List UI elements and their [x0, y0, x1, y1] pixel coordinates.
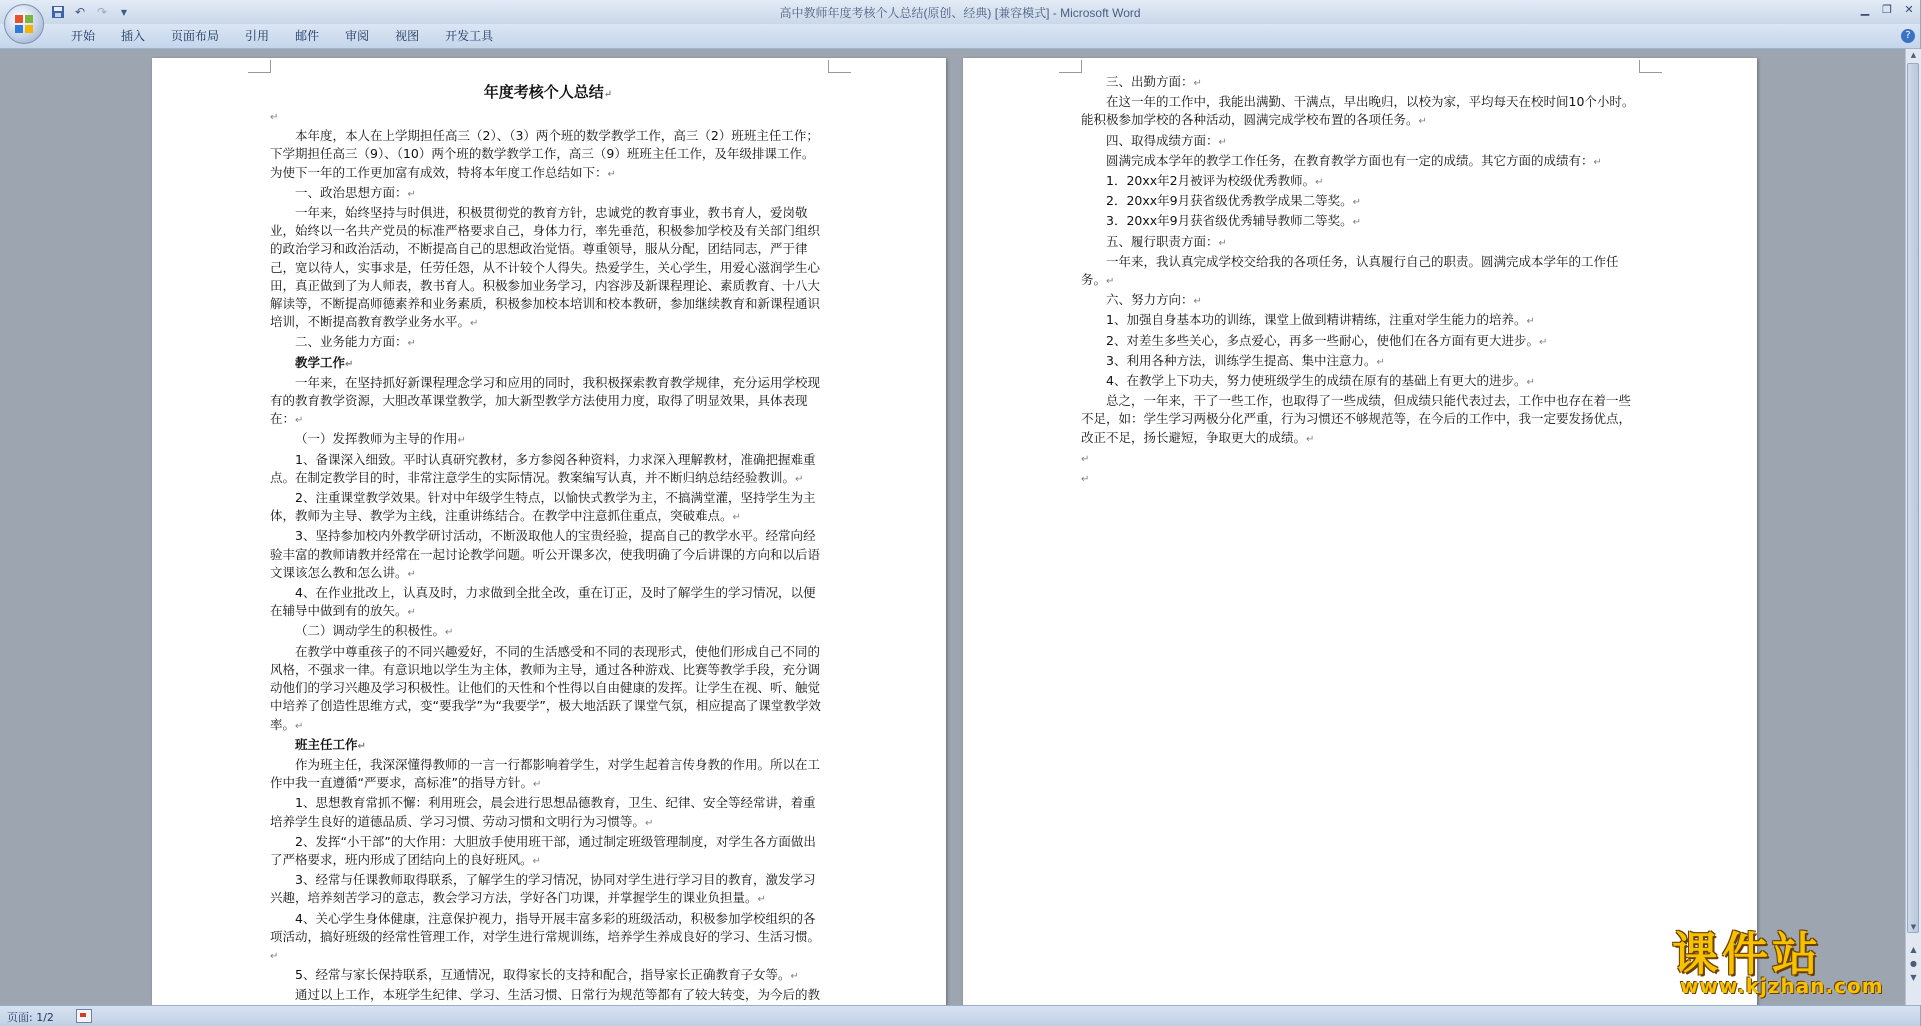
- paragraph-mark-icon: ↵: [407, 607, 416, 619]
- document-page-2[interactable]: [963, 58, 1757, 1018]
- ribbon-tab[interactable]: 邮件: [295, 29, 320, 43]
- paragraph-mark-icon: ↵: [470, 318, 479, 330]
- paragraph[interactable]: [270, 184, 826, 204]
- paragraph[interactable]: [270, 584, 826, 622]
- paragraph-mark-icon: ↵: [1352, 217, 1361, 229]
- paragraph[interactable]: [1081, 233, 1637, 253]
- paragraph-mark-icon: ↵: [1352, 197, 1361, 209]
- ribbon-tab[interactable]: 审阅: [345, 29, 370, 43]
- paragraph[interactable]: [270, 756, 826, 794]
- paragraph[interactable]: [1081, 132, 1637, 152]
- paragraph-mark-icon: ↵: [407, 338, 416, 350]
- undo-icon[interactable]: ↶: [74, 5, 86, 19]
- paragraph-mark-icon: ↵: [1376, 356, 1385, 368]
- title-bar: [0, 0, 1920, 24]
- ribbon-tab[interactable]: 引用: [245, 29, 270, 43]
- paragraph[interactable]: [270, 489, 826, 527]
- chevron-down-icon[interactable]: ▼: [120, 7, 128, 17]
- ribbon-tab[interactable]: 视图: [395, 29, 420, 43]
- paragraph-text: 2、注重课堂教学效果。针对中年级学生特点，以愉快式教学为主，不搞满堂灌，坚持学生为主体，教师为主导、教学为主线，注重讲练结合。在教学中注意抓住重点，突破难点。: [270, 490, 816, 524]
- paragraph-text: 4、关心学生身体健康，注意保护视力，指导开展丰富多彩的班级活动，积极参加学校组织的各项活动，搞好班级的经常性管理工作，对学生进行常规训练，培养学生养成良好的学习、生活习惯。: [270, 910, 821, 944]
- paragraph[interactable]: [270, 527, 826, 584]
- office-button[interactable]: [4, 4, 44, 44]
- next-page-icon[interactable]: ▼: [1910, 973, 1917, 982]
- document-area: [0, 49, 1905, 1005]
- paragraph-mark-icon: ↵: [1081, 453, 1090, 465]
- paragraph-mark-icon: ↵: [645, 817, 654, 829]
- paragraph-mark-icon: ↵: [790, 971, 799, 983]
- paragraph-text: 2、发挥“小干部”的大作用：大胆放手使用班干部，通过制定班级管理制度，对学生各方面做出了严格要求，班内形成了团结向上的良好班风。: [270, 833, 816, 867]
- paragraph-mark-icon: ↵: [1193, 78, 1202, 89]
- paragraph[interactable]: [270, 643, 826, 736]
- paragraph-mark-icon: ↵: [457, 435, 466, 447]
- paragraph-text: 5、经常与家长保持联系，互通情况，取得家长的支持和配合，指导家长正确教育子女等。: [295, 967, 791, 983]
- ribbon-tab[interactable]: 开发工具: [445, 29, 494, 43]
- paragraph-text: 一年来，我认真完成学校交给我的各项任务，认真履行自己的职责。圆满完成本学年的工作任务。: [1081, 253, 1619, 288]
- paragraph-mark-icon: ↵: [1306, 433, 1315, 445]
- paragraph-text: （一）发挥教师为主导的作用: [295, 431, 458, 447]
- paragraph-mark-icon: ↵: [757, 894, 766, 906]
- paragraph-text: 圆满完成本学年的教学工作任务，在教育教学方面也有一定的成绩。其它方面的成绩有：: [1106, 152, 1594, 168]
- paragraph-text: 1．20xx年2月被评为校级优秀教师。: [1106, 173, 1316, 189]
- paragraph[interactable]: [270, 430, 826, 450]
- paragraph-mark-icon: ↵: [1315, 177, 1324, 189]
- paragraph-text: 一、政治思想方面：: [295, 184, 408, 200]
- document-title[interactable]: [270, 80, 826, 107]
- paragraph-text: 通过以上工作，本班学生纪律、学习、生活习惯、日常行为规范等都有了较大转变，为今后的教: [295, 987, 821, 1003]
- paragraph-text: 作为班主任，我深深懂得教师的一言一行都影响着学生，对学生起着言传身教的作用。所以在工作中我一直遵循“严要求，高标准”的指导方针。: [270, 756, 821, 791]
- paragraph-text: 2．20xx年9月获省级优秀教学成果二等奖。: [1106, 193, 1353, 209]
- paragraph[interactable]: [270, 622, 826, 642]
- paragraph-text: 六、努力方向：: [1106, 292, 1194, 308]
- paragraph-mark-icon: ↵: [345, 358, 354, 370]
- page-2-body[interactable]: [1081, 73, 1637, 489]
- paragraph-mark-icon: ↵: [732, 512, 741, 524]
- paragraph-mark-icon: ↵: [532, 855, 541, 867]
- paragraph-mark-icon: ↵: [445, 627, 454, 639]
- paragraph[interactable]: [1081, 212, 1637, 232]
- paragraph[interactable]: [270, 833, 826, 871]
- paragraph[interactable]: [1081, 311, 1637, 331]
- window-title: 高中教师年度考核个人总结(原创、经典) [兼容模式] - Microsoft Word: [779, 6, 1141, 20]
- ribbon-tabs: [58, 28, 506, 44]
- paragraph-mark-icon: ↵: [1538, 336, 1548, 348]
- paragraph-text: 一年来，始终坚持与时俱进，积极贯彻党的教育方针，忠诚党的教育事业，教书育人，爱岗敬业，始终以一名共产党员的标准严格要求自己，身体力行，率先垂范，积极参加学校及有关部门组织的政治学习和政治活动，不断提高自己的思想政治觉悟。尊重领导，服从分配，团结同志，严于律己，宽以待人，实事求是，任劳任怨，从不计较个人得失。热爱学生，关心学生，用爱心滋润学生心田，真正做到了为人师表，教书育人。积极参加业务学习，内容涉及新课程理论、素质教育、十八大解读等，不断提高师德素养和业务素质，积极参加校本培训和校本教研，参加继续教育和新课程通识培训，不断提高教育教学业务水平。: [270, 205, 821, 330]
- vertical-scrollbar[interactable]: [1905, 49, 1921, 1005]
- paragraph[interactable]: [270, 374, 826, 431]
- page-1-body[interactable]: [270, 80, 826, 1025]
- office-logo-icon: [14, 14, 34, 34]
- page-count[interactable]: 页面: 1/2: [7, 1011, 54, 1024]
- status-bar: [0, 1005, 1920, 1026]
- paragraph[interactable]: [1081, 172, 1637, 192]
- crop-mark: [828, 60, 851, 73]
- paragraph-text: 4、在教学上下功夫，努力使班级学生的成绩在原有的基础上有更大的进步。: [1106, 373, 1527, 389]
- paragraph[interactable]: [270, 107, 826, 127]
- paragraph[interactable]: [270, 354, 826, 374]
- paragraph-mark-icon: ↵: [1193, 296, 1202, 308]
- paragraph-mark-icon: ↵: [1218, 136, 1227, 148]
- paragraph-text: 1、加强自身基本功的训练，课堂上做到精讲精练，注重对学生能力的培养。: [1106, 312, 1527, 328]
- ribbon-tab-bar: [0, 24, 1920, 49]
- paragraph[interactable]: [270, 204, 826, 333]
- paragraph[interactable]: [270, 451, 826, 489]
- paragraph-mark-icon: ↵: [607, 168, 616, 180]
- paragraph-text: 班主任工作: [295, 736, 358, 752]
- redo-icon[interactable]: ↷: [96, 5, 108, 19]
- minimize-button[interactable]: ▁: [1860, 2, 1870, 16]
- watermark-title: 课件站: [1672, 927, 1822, 981]
- paragraph[interactable]: [270, 736, 826, 756]
- paragraph[interactable]: [1081, 192, 1637, 212]
- paragraph-mark-icon: ↵: [1526, 377, 1535, 389]
- paragraph-mark-icon: ↵: [1526, 316, 1535, 328]
- crop-mark: [248, 60, 271, 73]
- watermark: [1670, 920, 1910, 1000]
- scroll-down-icon[interactable]: ▼: [1910, 923, 1917, 931]
- paragraph-text: 3、利用各种方法，训练学生提高、集中注意力。: [1106, 352, 1377, 368]
- paragraph-mark-icon: ↵: [270, 112, 279, 123]
- paragraph[interactable]: [270, 333, 826, 353]
- paragraph-text: 教学工作: [295, 354, 346, 370]
- paragraph-mark-icon: ↵: [407, 568, 416, 580]
- paragraph-text: 五、履行职责方面：: [1106, 233, 1219, 249]
- paragraph-text: 二、业务能力方面：: [295, 334, 408, 350]
- ribbon-tab[interactable]: 开始: [71, 29, 96, 43]
- paragraph[interactable]: [1081, 93, 1637, 131]
- ribbon-tab[interactable]: 页面布局: [171, 29, 220, 43]
- paragraph[interactable]: [270, 966, 826, 986]
- paragraph-text: 3、经常与任课教师取得联系，了解学生的学习情况，协同对学生进行学习目的教育，激发学习兴趣，培养刻苦学习的意志，教会学习方法，学好各门功课，并掌握学生的课业负担量。: [270, 872, 816, 906]
- window-controls: [1854, 0, 1920, 20]
- ribbon-tab[interactable]: 插入: [121, 29, 146, 43]
- paragraph-text: 1、思想教育常抓不懈：利用班会，晨会进行思想品德教育，卫生、纪律、安全等经常讲，着重培养学生良好的道德品质、学习习惯、劳动习惯和文明行为习惯等。: [270, 795, 816, 829]
- paragraph[interactable]: [270, 127, 826, 184]
- paragraph-text: 三、出勤方面：: [1106, 74, 1194, 89]
- paragraph-text: 3．20xx年9月获省级优秀辅导教师二等奖。: [1106, 213, 1353, 229]
- paragraph[interactable]: [270, 794, 826, 832]
- paragraph[interactable]: [1081, 352, 1637, 372]
- paragraph-mark-icon: ↵: [357, 740, 366, 752]
- paragraph-mark-icon: ↵: [295, 415, 304, 427]
- paragraph[interactable]: [1081, 332, 1637, 352]
- paragraph-mark-icon: ↵: [1218, 237, 1227, 249]
- paragraph-text: 在教学中尊重孩子的不同兴趣爱好，不同的生活感受和不同的表现形式，使他们形成自己不同的风格，不强求一律。有意识地以学生为主体，教师为主导，通过各种游戏、比赛等教学手段，充分调动他们的学习兴趣及学习积极性。让他们的天性和个性得以自由健康的发挥。让学生在视、听、触觉中培养了创造性思维方式，变“要我学”为“我要学”，极大地活跃了课堂气氛，相应提高了课堂教学效率。: [270, 643, 821, 732]
- paragraph-text: 总之，一年来，干了一些工作，也取得了一些成绩，但成绩只能代表过去，工作中也存在着一些不足，如：学生学习两极分化严重，行为习惯还不够规范等，在今后的工作中，我一定要发扬优点，改正不足，扬长避短，争取更大的成绩。: [1081, 393, 1632, 445]
- paragraph[interactable]: [1081, 469, 1637, 489]
- previous-page-icon[interactable]: ▲: [1910, 945, 1917, 954]
- select-browse-object-icon[interactable]: ●: [1910, 959, 1917, 968]
- paragraph-mark-icon: ↵: [407, 188, 416, 200]
- paragraph[interactable]: [1081, 449, 1637, 469]
- paragraph[interactable]: [270, 871, 826, 909]
- paragraph-text: 四、取得成绩方面：: [1106, 132, 1219, 148]
- paragraph[interactable]: [270, 910, 826, 967]
- paragraph-mark-icon: ↵: [532, 779, 542, 791]
- paragraph-text: 本年度，本人在上学期担任高三（2）、（3）两个班的数学教学工作，高三（2）班班主任工作；下学期担任高三（9）、（10）两个班的数学教学工作，高三（9）班班主任工作，及年级排课工作。为使下一年的工作更加富有成效，特将本年度工作总结如下：: [270, 128, 819, 180]
- paragraph-mark-icon: ↵: [1106, 276, 1115, 288]
- paragraph-mark-icon: ↵: [1081, 474, 1090, 486]
- paragraph-mark-icon: ↵: [603, 89, 613, 100]
- paragraph-text: 1、备课深入细致。平时认真研究教材，多方参阅各种资料，力求深入理解教材，准确把握难重点。在制定教学目的时，非常注意学生的实际情况。教案编写认真，并不断归纳总结经验教训。: [270, 451, 816, 485]
- paragraph-text: 年度考核个人总结: [483, 83, 604, 101]
- crop-mark: [1639, 60, 1662, 73]
- proofing-errors-icon[interactable]: [76, 1009, 92, 1023]
- paragraph[interactable]: [1081, 73, 1637, 93]
- paragraph-mark-icon: ↵: [295, 720, 304, 732]
- crop-mark: [1059, 60, 1082, 73]
- paragraph[interactable]: [1081, 372, 1637, 392]
- paragraph-mark-icon: ↵: [270, 950, 279, 962]
- paragraph-text: 4、在作业批改上，认真及时，力求做到全批全改，重在订正，及时了解学生的学习情况，以便在辅导中做到有的放矢。: [270, 585, 816, 619]
- paragraph-text: 在这一年的工作中，我能出满勤、干满点，早出晚归，以校为家，平均每天在校时间10个小时。能积极参加学校的各种活动，圆满完成学校布置的各项任务。: [1081, 94, 1635, 128]
- watermark-url: www.kjzhan.com: [1680, 974, 1884, 998]
- paragraph-text: 2、对差生多些关心，多点爱心，再多一些耐心，使他们在各方面有更大进步。: [1106, 332, 1539, 348]
- paragraph-mark-icon: ↵: [1418, 116, 1427, 128]
- scroll-thumb[interactable]: [1907, 63, 1919, 933]
- restore-button[interactable]: ❐: [1882, 2, 1892, 16]
- paragraph[interactable]: [1081, 253, 1637, 291]
- paragraph[interactable]: [1081, 392, 1637, 449]
- paragraph-mark-icon: ↵: [1593, 156, 1602, 168]
- help-icon[interactable]: ?: [1901, 29, 1915, 43]
- paragraph-text: 3、坚持参加校内外教学研讨活动，不断汲取他人的宝贵经验，提高自己的教学水平。经常向经验丰富的教师请教并经常在一起讨论教学问题。听公开课多次，使我明确了今后讲课的方向和以后语文课该怎么教和怎么讲。: [270, 528, 821, 580]
- document-page-1[interactable]: [152, 58, 946, 1018]
- paragraph[interactable]: [1081, 152, 1637, 172]
- paragraph[interactable]: [1081, 291, 1637, 311]
- paragraph-text: 一年来，在坚持抓好新课程理念学习和应用的同时，我积极探索教育教学规律，充分运用学校现有的教育教学资源，大胆改革课堂教学，加大新型教学方法使用力度，取得了明显效果，具体表现在：: [270, 374, 821, 427]
- paragraph-mark-icon: ↵: [795, 473, 804, 485]
- close-button[interactable]: ✕: [1904, 2, 1914, 16]
- scroll-up-icon[interactable]: ▲: [1910, 51, 1917, 59]
- paragraph-text: （二）调动学生的积极性。: [295, 623, 446, 639]
